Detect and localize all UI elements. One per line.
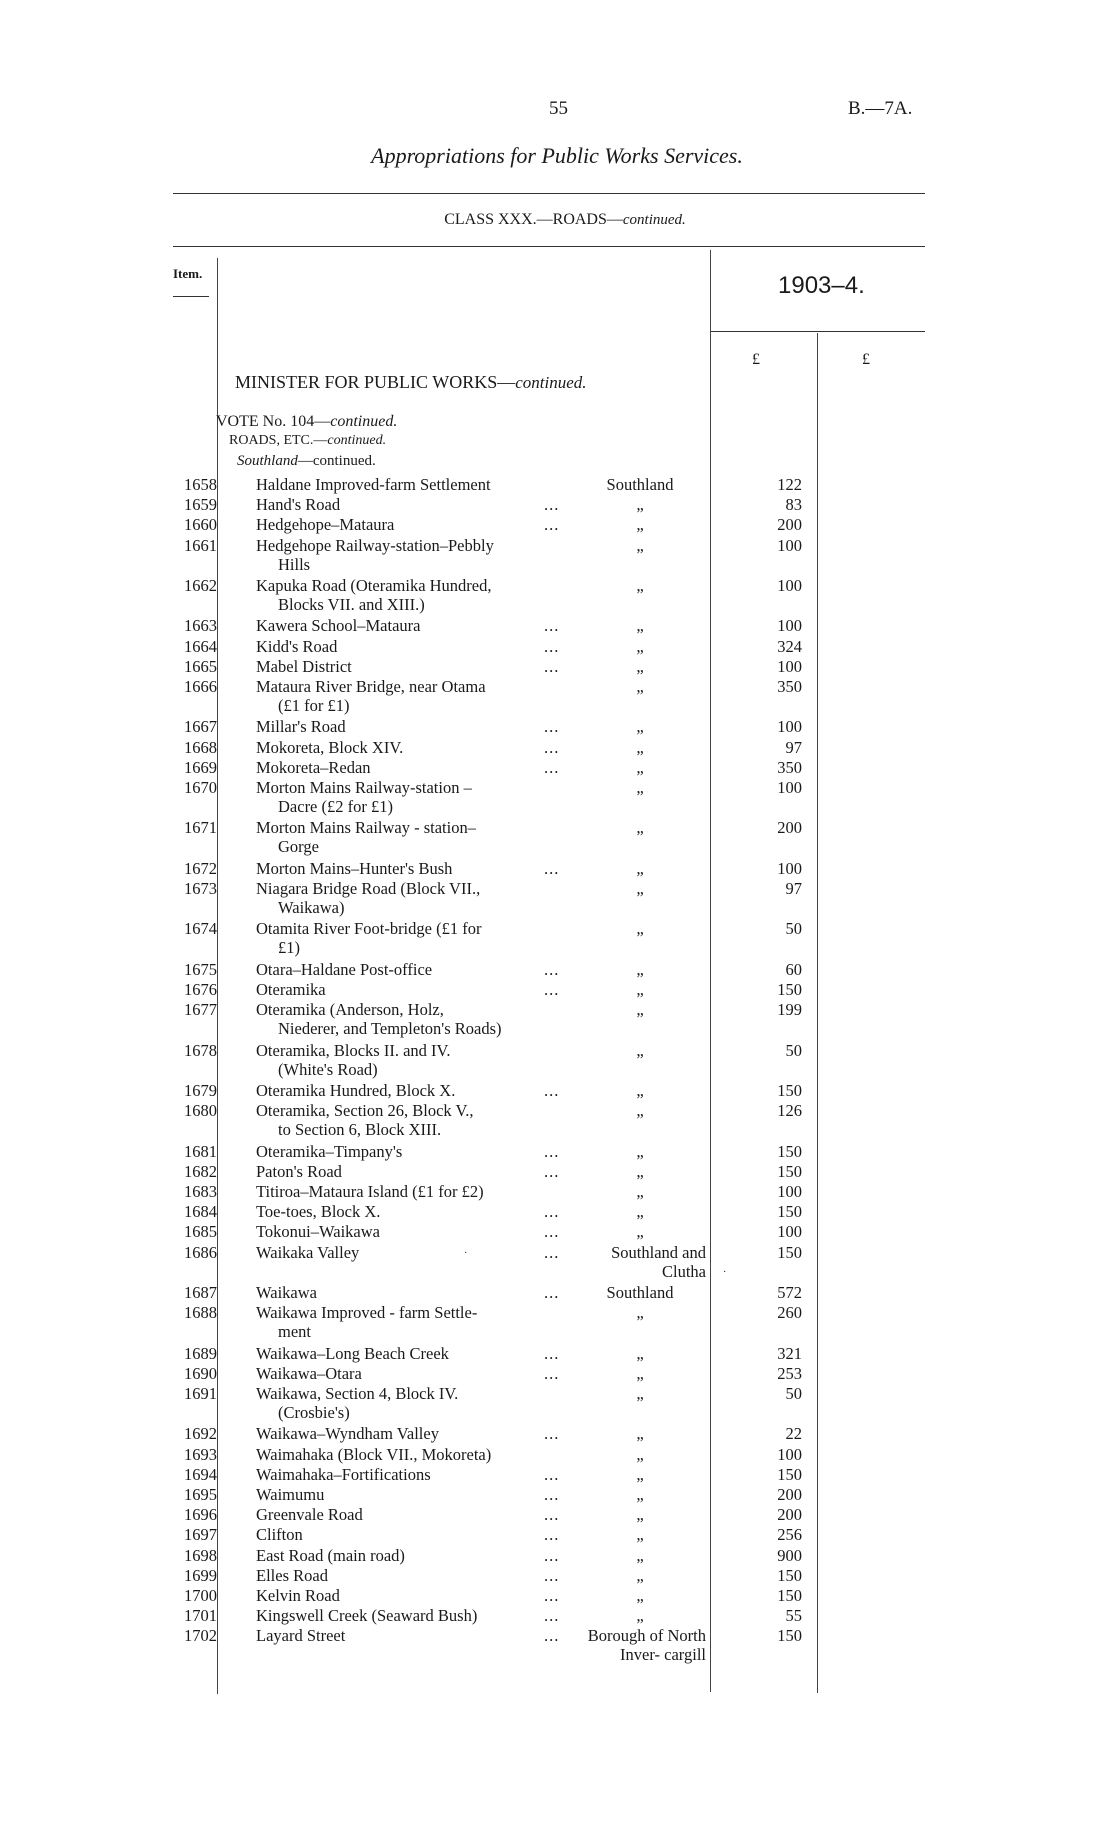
leader-dots: ... bbox=[544, 1283, 560, 1302]
description-text: Tokonui–Waikawa bbox=[256, 1222, 380, 1242]
description-text: Kawera School–Mataura bbox=[256, 616, 421, 636]
leader-dots: ... bbox=[544, 1343, 560, 1363]
item-number: 1662 bbox=[184, 576, 217, 595]
item-amount: 126 bbox=[777, 1101, 802, 1121]
item-description bbox=[256, 475, 568, 494]
description-text: Oteramika–Timpany's bbox=[256, 1141, 403, 1161]
item-number: 1663 bbox=[184, 616, 217, 636]
item-number: 1688 bbox=[184, 1303, 217, 1323]
item-district: „ bbox=[636, 535, 644, 555]
item-description bbox=[256, 1364, 568, 1383]
description-text: Hedgehope Railway-station–Pebbly bbox=[256, 535, 494, 555]
item-description bbox=[256, 1606, 568, 1625]
description-continuation: £1) bbox=[278, 938, 300, 958]
item-district: „ bbox=[636, 576, 644, 595]
item-number: 1682 bbox=[184, 1161, 217, 1181]
item-description bbox=[256, 717, 568, 736]
item-description bbox=[256, 1182, 568, 1201]
vote-main: VOTE No. 104— bbox=[216, 413, 331, 430]
item-amount: 199 bbox=[777, 1000, 802, 1020]
description-text: Waimumu bbox=[256, 1485, 325, 1504]
year-column-header: 1903–4. bbox=[778, 272, 865, 299]
description-text: Millar's Road bbox=[256, 717, 346, 737]
item-district: „ bbox=[636, 1343, 644, 1363]
section-heading bbox=[235, 372, 587, 393]
item-number: 1692 bbox=[184, 1424, 217, 1444]
vote-cont: continued. bbox=[330, 413, 398, 430]
item-description bbox=[256, 576, 568, 614]
item-district: „ bbox=[636, 919, 644, 939]
item-description bbox=[256, 1101, 568, 1139]
item-district: „ bbox=[636, 1444, 644, 1464]
leader-dots: ... bbox=[544, 858, 560, 878]
southland-cont: —continued. bbox=[297, 453, 376, 469]
leader-dots: ... bbox=[544, 1565, 560, 1585]
item-description bbox=[256, 1424, 568, 1443]
item-description bbox=[256, 879, 568, 917]
item-district: Borough of North Inver- cargill bbox=[587, 1626, 706, 1665]
item-amount: 900 bbox=[777, 1545, 802, 1565]
leader-dots: ... bbox=[544, 1525, 560, 1545]
item-number: 1681 bbox=[184, 1141, 217, 1161]
item-number: 1671 bbox=[184, 818, 217, 838]
description-text: Morton Mains Railway-station – bbox=[256, 778, 472, 797]
table-top-rule bbox=[173, 246, 925, 247]
item-amount: 100 bbox=[777, 535, 802, 555]
section-heading-cont: continued. bbox=[515, 373, 587, 392]
item-amount: 83 bbox=[785, 495, 802, 515]
item-amount: 50 bbox=[785, 1040, 802, 1060]
item-amount: 260 bbox=[777, 1303, 802, 1323]
leader-dots: ... bbox=[544, 980, 560, 999]
item-description bbox=[256, 495, 568, 514]
page-number: 55 bbox=[549, 98, 568, 119]
item-district: „ bbox=[636, 515, 644, 535]
item-district: „ bbox=[636, 959, 644, 979]
description-text: Elles Road bbox=[256, 1565, 328, 1585]
southland-main: Southland bbox=[237, 453, 298, 469]
item-amount: 150 bbox=[777, 1626, 802, 1646]
leader-dots: ... bbox=[544, 636, 560, 656]
item-description bbox=[256, 1162, 568, 1181]
item-description bbox=[256, 1081, 568, 1100]
leader-dots: ... bbox=[544, 959, 560, 979]
item-number: 1667 bbox=[184, 717, 217, 737]
item-description bbox=[256, 1222, 568, 1241]
leader-dots: ... bbox=[544, 616, 560, 636]
stray-mark: · bbox=[723, 1267, 727, 1278]
item-number: 1669 bbox=[184, 757, 217, 777]
item-number: 1680 bbox=[184, 1101, 217, 1121]
top-rule bbox=[173, 193, 925, 194]
description-text: Waimahaka (Block VII., Mokoreta) bbox=[256, 1444, 492, 1464]
item-number: 1691 bbox=[184, 1384, 217, 1403]
description-text: Hand's Road bbox=[256, 495, 341, 515]
item-number: 1695 bbox=[184, 1485, 217, 1504]
item-description bbox=[256, 637, 568, 656]
item-amount: 60 bbox=[785, 959, 802, 979]
item-amount: 150 bbox=[777, 1586, 802, 1605]
description-continuation: (£1 for £1) bbox=[278, 696, 350, 715]
item-description bbox=[256, 1445, 568, 1464]
vote-heading bbox=[216, 413, 397, 431]
description-text: Clifton bbox=[256, 1525, 303, 1545]
description-continuation: Dacre (£2 for £1) bbox=[278, 797, 393, 816]
item-column-header: Item. bbox=[173, 266, 203, 281]
description-text: Waikawa bbox=[256, 1283, 317, 1302]
description-text: Layard Street bbox=[256, 1626, 346, 1646]
item-district: „ bbox=[636, 1182, 644, 1201]
leader-dots: ... bbox=[544, 1081, 560, 1100]
item-description bbox=[256, 1505, 568, 1524]
description-text: Mabel District bbox=[256, 656, 352, 676]
item-number: 1678 bbox=[184, 1040, 217, 1060]
item-district: „ bbox=[636, 1464, 644, 1484]
item-description bbox=[256, 1000, 568, 1038]
item-district: „ bbox=[636, 818, 644, 838]
item-number: 1673 bbox=[184, 879, 217, 898]
description-text: Oteramika, Blocks II. and IV. bbox=[256, 1040, 451, 1060]
leader-dots: ... bbox=[544, 737, 560, 757]
item-number: 1661 bbox=[184, 535, 217, 555]
leader-dots: ... bbox=[544, 717, 560, 737]
item-district: „ bbox=[636, 717, 644, 737]
item-amount: 150 bbox=[777, 1242, 802, 1262]
description-text: Waikaka Valley bbox=[256, 1242, 360, 1262]
item-number: 1702 bbox=[184, 1626, 217, 1646]
item-amount: 100 bbox=[777, 717, 802, 737]
description-text: Paton's Road bbox=[256, 1161, 342, 1181]
section-heading-main: MINISTER FOR PUBLIC WORKS— bbox=[235, 372, 516, 392]
item-district: „ bbox=[636, 1505, 644, 1525]
item-description bbox=[256, 859, 568, 878]
description-text: Kidd's Road bbox=[256, 636, 338, 656]
item-district: Southland and Clutha bbox=[611, 1242, 706, 1281]
description-text: Oteramika, Section 26, Block V., bbox=[256, 1101, 474, 1121]
description-continuation: Gorge bbox=[278, 837, 319, 857]
item-number: 1687 bbox=[184, 1283, 217, 1302]
item-amount: 256 bbox=[777, 1525, 802, 1545]
item-amount: 55 bbox=[785, 1606, 802, 1626]
item-description bbox=[256, 536, 568, 574]
item-description bbox=[256, 677, 568, 715]
leader-dots: ... bbox=[544, 1545, 560, 1565]
item-number: 1686 bbox=[184, 1242, 217, 1262]
leader-dots: ... bbox=[544, 1202, 560, 1222]
roads-main: ROADS, ETC.— bbox=[229, 433, 328, 448]
item-amount: 97 bbox=[785, 737, 802, 757]
item-number: 1660 bbox=[184, 515, 217, 535]
item-amount: 100 bbox=[777, 778, 802, 797]
description-text: Oteramika (Anderson, Holz, bbox=[256, 1000, 444, 1020]
item-district: „ bbox=[636, 1202, 644, 1222]
leader-dots: ... bbox=[544, 1424, 560, 1444]
item-description bbox=[256, 657, 568, 676]
description-text: Toe-toes, Block X. bbox=[256, 1202, 381, 1222]
item-district: „ bbox=[636, 1040, 644, 1060]
item-description bbox=[256, 1202, 568, 1221]
item-number: 1665 bbox=[184, 656, 217, 676]
item-district: „ bbox=[636, 879, 644, 898]
item-description bbox=[256, 960, 568, 979]
document-code: B.—7A. bbox=[848, 98, 913, 119]
item-amount: 97 bbox=[785, 879, 802, 898]
item-district: „ bbox=[636, 656, 644, 676]
description-text: Niagara Bridge Road (Block VII., bbox=[256, 879, 481, 898]
item-description bbox=[256, 1283, 568, 1302]
item-number: 1675 bbox=[184, 959, 217, 979]
description-text: Oteramika Hundred, Block X. bbox=[256, 1081, 456, 1100]
item-district: „ bbox=[636, 1565, 644, 1585]
description-text: Hedgehope–Mataura bbox=[256, 515, 395, 535]
description-continuation: (White's Road) bbox=[278, 1059, 378, 1079]
item-number: 1677 bbox=[184, 1000, 217, 1020]
item-description bbox=[256, 778, 568, 816]
item-district: „ bbox=[636, 737, 644, 757]
item-amount: 350 bbox=[777, 677, 802, 696]
item-district: „ bbox=[636, 1161, 644, 1181]
item-number: 1664 bbox=[184, 636, 217, 656]
district-column-divider bbox=[710, 250, 711, 1692]
item-district: „ bbox=[636, 1000, 644, 1020]
item-number: 1679 bbox=[184, 1081, 217, 1100]
item-number: 1676 bbox=[184, 980, 217, 999]
item-amount: 50 bbox=[785, 1384, 802, 1403]
item-district: „ bbox=[636, 1586, 644, 1605]
description-text: Waikawa Improved - farm Settle- bbox=[256, 1303, 478, 1323]
description-text: Greenvale Road bbox=[256, 1505, 363, 1525]
item-amount: 22 bbox=[785, 1424, 802, 1444]
item-number: 1672 bbox=[184, 858, 217, 878]
item-description bbox=[256, 818, 568, 856]
description-text: Waimahaka–Fortifications bbox=[256, 1464, 431, 1484]
item-description bbox=[256, 1586, 568, 1605]
item-number: 1674 bbox=[184, 919, 217, 939]
item-number: 1658 bbox=[184, 475, 217, 494]
item-number: 1685 bbox=[184, 1222, 217, 1242]
roads-cont: continued. bbox=[327, 433, 387, 448]
item-amount: 150 bbox=[777, 1464, 802, 1484]
item-amount: 321 bbox=[777, 1343, 802, 1363]
item-amount: 200 bbox=[777, 1505, 802, 1525]
item-district: „ bbox=[636, 1222, 644, 1242]
description-text: Waikawa–Otara bbox=[256, 1363, 362, 1383]
description-continuation: (Crosbie's) bbox=[278, 1403, 350, 1422]
item-amount: 150 bbox=[777, 1161, 802, 1181]
item-description bbox=[256, 1384, 568, 1422]
description-text: Morton Mains–Hunter's Bush bbox=[256, 858, 453, 878]
item-district: „ bbox=[636, 778, 644, 797]
item-number: 1700 bbox=[184, 1586, 217, 1605]
item-number: 1659 bbox=[184, 495, 217, 515]
item-description bbox=[256, 1303, 568, 1341]
description-text: Waikawa–Wyndham Valley bbox=[256, 1424, 439, 1444]
description-text: Kelvin Road bbox=[256, 1586, 340, 1605]
item-district: „ bbox=[636, 1141, 644, 1161]
item-district: Southland bbox=[606, 1283, 674, 1302]
description-text: Otara–Haldane Post-office bbox=[256, 959, 433, 979]
item-district: „ bbox=[636, 1384, 644, 1403]
description-continuation: Waikawa) bbox=[278, 898, 345, 917]
leader-dots: ... bbox=[544, 1464, 560, 1484]
item-amount: 200 bbox=[777, 1485, 802, 1504]
description-text: Waikawa, Section 4, Block IV. bbox=[256, 1384, 459, 1403]
item-district: „ bbox=[636, 757, 644, 777]
item-amount: 150 bbox=[777, 1081, 802, 1100]
class-heading-cont: continued. bbox=[622, 212, 686, 228]
item-amount: 150 bbox=[777, 980, 802, 999]
item-district: „ bbox=[636, 1363, 644, 1383]
item-number: 1699 bbox=[184, 1565, 217, 1585]
leader-dots: ... bbox=[544, 656, 560, 676]
item-district: Southland bbox=[606, 475, 674, 494]
item-amount: 100 bbox=[777, 576, 802, 595]
item-district: „ bbox=[636, 1545, 644, 1565]
item-amount: 100 bbox=[777, 656, 802, 676]
item-number: 1668 bbox=[184, 737, 217, 757]
item-header-rule bbox=[173, 296, 209, 297]
leader-dots: ... bbox=[544, 495, 560, 515]
item-district: „ bbox=[636, 1606, 644, 1626]
item-amount: 100 bbox=[777, 616, 802, 636]
description-text: Haldane Improved-farm Settlement bbox=[256, 475, 491, 494]
item-amount: 150 bbox=[777, 1141, 802, 1161]
leader-dots: ... bbox=[544, 757, 560, 777]
description-continuation: Blocks VII. and XIII.) bbox=[278, 595, 425, 614]
item-district: „ bbox=[636, 1101, 644, 1121]
description-text: Mataura River Bridge, near Otama bbox=[256, 677, 486, 696]
item-number: 1697 bbox=[184, 1525, 217, 1545]
item-amount: 150 bbox=[777, 1202, 802, 1222]
roads-heading bbox=[229, 433, 386, 449]
item-description bbox=[256, 1546, 568, 1565]
item-number: 1694 bbox=[184, 1464, 217, 1484]
item-amount: 324 bbox=[777, 636, 802, 656]
southland-heading bbox=[237, 453, 376, 470]
item-description bbox=[256, 1485, 568, 1504]
description-continuation: Hills bbox=[278, 554, 311, 574]
item-description bbox=[256, 1525, 568, 1544]
item-amount: 100 bbox=[777, 858, 802, 878]
item-district: „ bbox=[636, 636, 644, 656]
page-title: Appropriations for Public Works Services. bbox=[371, 143, 743, 168]
item-district: „ bbox=[636, 1081, 644, 1100]
item-description bbox=[256, 515, 568, 534]
item-amount: 100 bbox=[777, 1444, 802, 1464]
item-amount: 572 bbox=[777, 1283, 802, 1302]
item-amount: 200 bbox=[777, 818, 802, 838]
description-text: Kingswell Creek (Seaward Bush) bbox=[256, 1606, 478, 1626]
item-description bbox=[256, 1566, 568, 1585]
class-heading bbox=[0, 211, 1114, 229]
description-text: Morton Mains Railway - station– bbox=[256, 818, 476, 838]
leader-dots: ... bbox=[544, 1626, 560, 1646]
item-district: „ bbox=[636, 1485, 644, 1504]
leader-dots: ... bbox=[544, 1485, 560, 1504]
item-amount: 100 bbox=[777, 1182, 802, 1201]
item-number: 1689 bbox=[184, 1343, 217, 1363]
leader-dots: ... bbox=[544, 1505, 560, 1525]
description-text: East Road (main road) bbox=[256, 1545, 405, 1565]
leader-dots: ... bbox=[544, 1606, 560, 1626]
item-description bbox=[256, 980, 568, 999]
item-number: 1690 bbox=[184, 1363, 217, 1383]
item-number: 1698 bbox=[184, 1545, 217, 1565]
item-amount: 253 bbox=[777, 1363, 802, 1383]
item-number: 1684 bbox=[184, 1202, 217, 1222]
item-description bbox=[256, 1465, 568, 1484]
item-number: 1666 bbox=[184, 677, 217, 696]
item-description bbox=[256, 1344, 568, 1363]
item-amount: 100 bbox=[777, 1222, 802, 1242]
pound-header-1: £ bbox=[752, 351, 760, 368]
item-amount: 150 bbox=[777, 1565, 802, 1585]
item-description bbox=[256, 1626, 568, 1645]
item-number: 1696 bbox=[184, 1505, 217, 1525]
year-header-rule bbox=[711, 331, 925, 332]
leader-dots: ... bbox=[544, 1161, 560, 1181]
item-district: „ bbox=[636, 616, 644, 636]
item-description bbox=[256, 1243, 568, 1262]
item-district: „ bbox=[636, 1525, 644, 1545]
item-number: 1693 bbox=[184, 1444, 217, 1464]
item-description bbox=[256, 1142, 568, 1161]
item-description bbox=[256, 1041, 568, 1079]
leader-dots: ... bbox=[544, 1242, 560, 1262]
item-amount: 50 bbox=[785, 919, 802, 939]
description-continuation: Niederer, and Templeton's Roads) bbox=[278, 1019, 502, 1039]
description-continuation: ment bbox=[278, 1322, 311, 1342]
item-district: „ bbox=[636, 1424, 644, 1444]
description-text: Kapuka Road (Oteramika Hundred, bbox=[256, 576, 492, 595]
item-district: „ bbox=[636, 980, 644, 999]
leader-dots: ... bbox=[544, 1222, 560, 1242]
item-description bbox=[256, 616, 568, 635]
item-district: „ bbox=[636, 677, 644, 696]
description-text: Titiroa–Mataura Island (£1 for £2) bbox=[256, 1182, 484, 1201]
item-amount: 200 bbox=[777, 515, 802, 535]
item-description bbox=[256, 919, 568, 957]
description-text: Otamita River Foot-bridge (£1 for bbox=[256, 919, 482, 939]
item-district: „ bbox=[636, 858, 644, 878]
leader-dots: ... bbox=[544, 1363, 560, 1383]
amount-column-divider bbox=[817, 333, 818, 1693]
item-number: 1683 bbox=[184, 1182, 217, 1201]
description-text: Waikawa–Long Beach Creek bbox=[256, 1343, 449, 1363]
item-amount: 122 bbox=[777, 475, 802, 494]
description-text: Mokoreta, Block XIV. bbox=[256, 737, 404, 757]
item-number: 1701 bbox=[184, 1606, 217, 1626]
description-text: Oteramika bbox=[256, 980, 326, 999]
pound-header-2: £ bbox=[862, 351, 870, 368]
item-district: „ bbox=[636, 495, 644, 515]
stray-mark: · bbox=[464, 1248, 468, 1259]
leader-dots: ... bbox=[544, 515, 560, 535]
item-district: „ bbox=[636, 1303, 644, 1323]
description-continuation: to Section 6, Block XIII. bbox=[278, 1120, 442, 1140]
class-heading-main: CLASS XXX.—ROADS— bbox=[444, 211, 623, 228]
leader-dots: ... bbox=[544, 1141, 560, 1161]
item-description bbox=[256, 738, 568, 757]
item-column-divider bbox=[217, 258, 218, 1694]
description-text: Mokoreta–Redan bbox=[256, 757, 371, 777]
leader-dots: ... bbox=[544, 1586, 560, 1605]
item-description bbox=[256, 758, 568, 777]
item-amount: 350 bbox=[777, 757, 802, 777]
item-number: 1670 bbox=[184, 778, 217, 797]
